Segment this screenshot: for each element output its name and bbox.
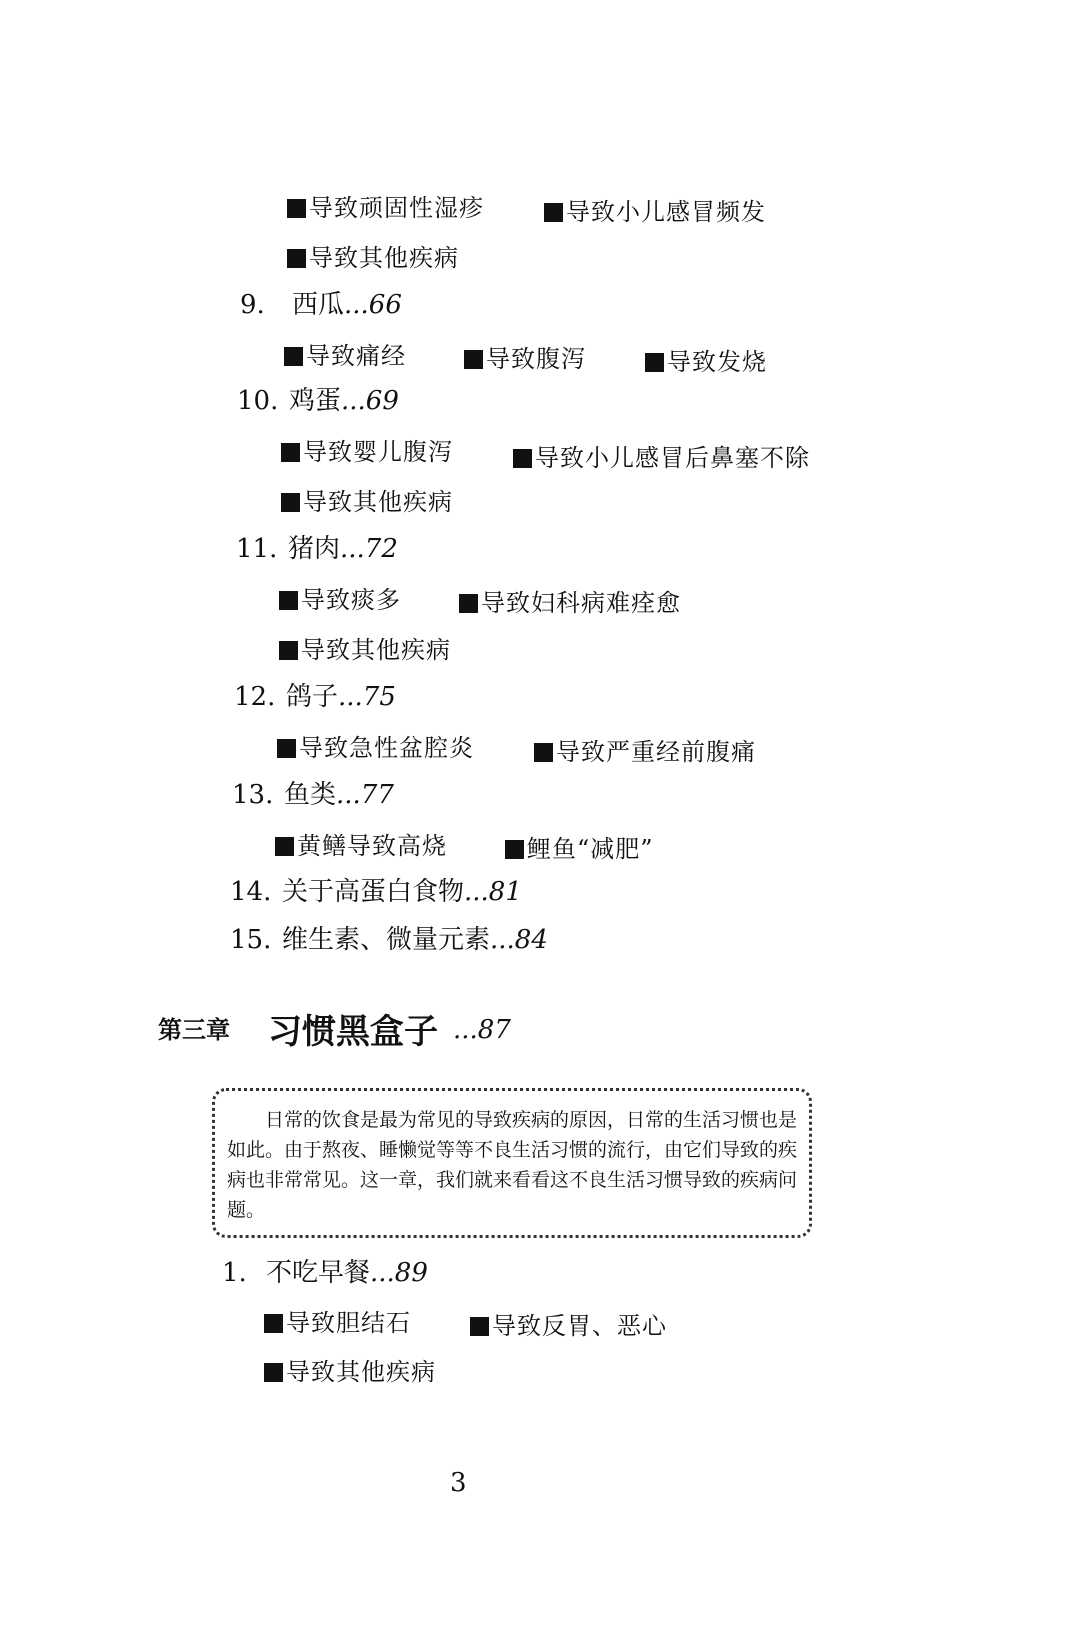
- chapter-label: 第三章: [158, 1015, 230, 1044]
- subitem: 导致严重经前腹痛: [534, 732, 756, 767]
- toc-entry: 1. 不吃早餐...89: [222, 1258, 428, 1288]
- square-bullet-icon: [279, 591, 298, 610]
- subitem: 导致顽固性湿疹: [287, 188, 484, 223]
- subitem: 导致痰多: [279, 580, 401, 615]
- subitem: 黄鳝导致高烧: [275, 826, 447, 861]
- square-bullet-icon: [464, 350, 483, 369]
- subitem: 导致痛经: [284, 336, 406, 371]
- subitem: 导致胆结石: [264, 1303, 411, 1338]
- subitem: 导致发烧: [645, 342, 767, 377]
- chapter-page: ...87: [453, 1015, 511, 1045]
- square-bullet-icon: [287, 249, 306, 268]
- subitem: 导致其他疾病: [281, 482, 453, 517]
- square-bullet-icon: [279, 641, 298, 660]
- square-bullet-icon: [470, 1317, 489, 1336]
- subitem: 导致其他疾病: [264, 1352, 436, 1387]
- square-bullet-icon: [645, 353, 664, 372]
- toc-entry: 11. 猪肉...72: [236, 534, 398, 564]
- subitem: 导致腹泻: [464, 339, 586, 374]
- square-bullet-icon: [281, 493, 300, 512]
- subitem: 导致小儿感冒频发: [544, 192, 766, 227]
- chapter-title: 习惯黑盒子: [268, 1012, 438, 1052]
- square-bullet-icon: [264, 1363, 283, 1382]
- toc-entry: 9. 西瓜...66: [240, 290, 402, 320]
- square-bullet-icon: [281, 443, 300, 462]
- square-bullet-icon: [459, 594, 478, 613]
- square-bullet-icon: [264, 1314, 283, 1333]
- subitem: 导致反胃、恶心: [470, 1306, 667, 1341]
- subitem: 导致小儿感冒后鼻塞不除: [513, 438, 810, 473]
- chapter-intro-box: 日常的饮食是最为常见的导致疾病的原因，日常的生活习惯也是如此。由于熬夜、睡懒觉等等不良生活习惯的流行，由它们导致的疾病也非常常见。这一章，我们就来看看这不良生活习惯导致的疾病问题。: [212, 1088, 812, 1238]
- subitem: 导致婴儿腹泻: [281, 432, 453, 467]
- subitem: 导致急性盆腔炎: [277, 728, 474, 763]
- square-bullet-icon: [287, 199, 306, 218]
- toc-entry: 15. 维生素、微量元素...84: [230, 925, 548, 955]
- square-bullet-icon: [544, 203, 563, 222]
- square-bullet-icon: [277, 739, 296, 758]
- subitem: 导致其他疾病: [279, 630, 451, 665]
- toc-entry: 10. 鸡蛋...69: [237, 386, 399, 416]
- toc-entry: 14. 关于高蛋白食物...81: [230, 877, 522, 907]
- square-bullet-icon: [275, 837, 294, 856]
- toc-entry: 13. 鱼类...77: [232, 780, 394, 810]
- square-bullet-icon: [534, 743, 553, 762]
- page-number: 3: [450, 1468, 467, 1498]
- square-bullet-icon: [284, 347, 303, 366]
- toc-entry: 12. 鸽子...75: [234, 682, 396, 712]
- subitem: 导致妇科病难痊愈: [459, 583, 681, 618]
- subitem: 导致其他疾病: [287, 238, 459, 273]
- subitem: 鲤鱼“减肥”: [505, 829, 654, 864]
- square-bullet-icon: [513, 449, 532, 468]
- square-bullet-icon: [505, 840, 524, 859]
